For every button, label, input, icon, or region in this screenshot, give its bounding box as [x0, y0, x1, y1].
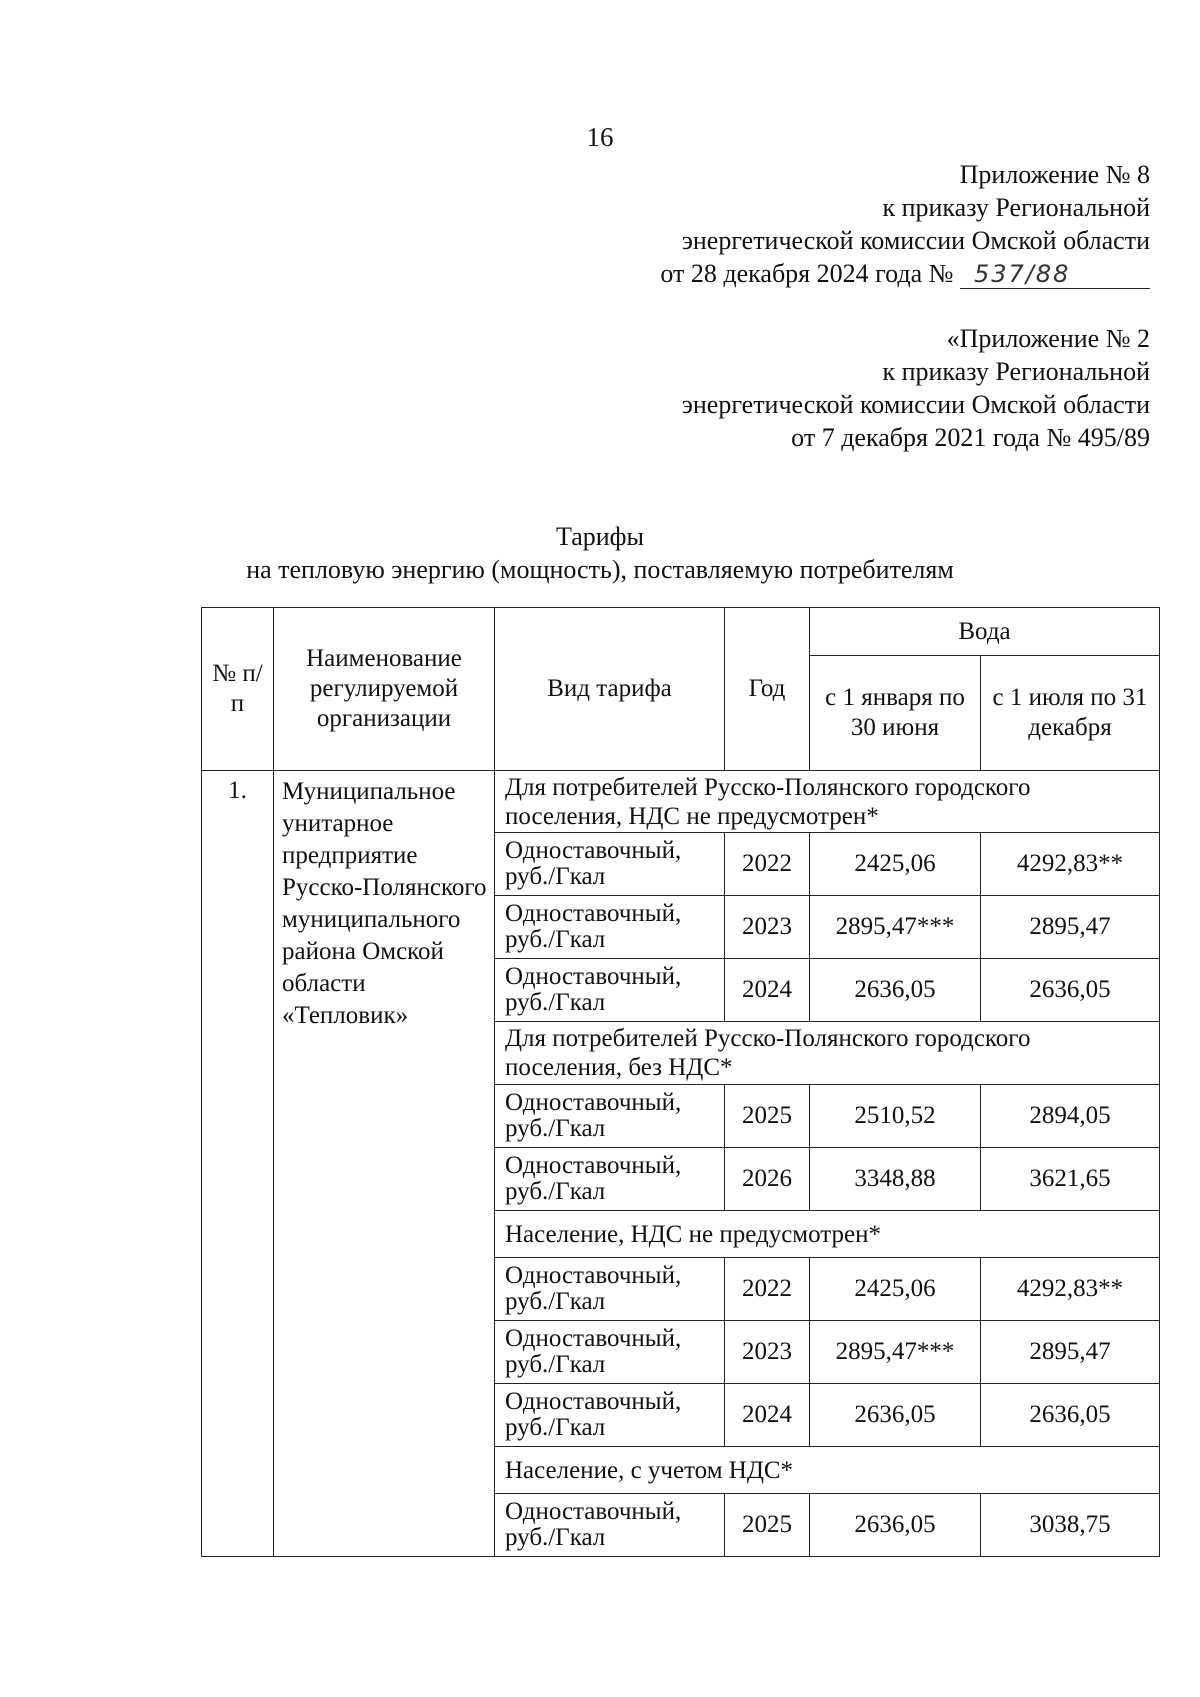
- table-header-row: [202, 608, 1160, 656]
- tariff-value-h1: 2425,06: [810, 1258, 981, 1321]
- tariff-value-h1: 2636,05: [810, 959, 981, 1022]
- tariff-year: 2024: [725, 1384, 810, 1447]
- tariff-value-h1: 2510,52: [810, 1085, 981, 1148]
- approval-line: Приложение № 8: [959, 160, 1150, 189]
- tariff-value-h1: 2895,47***: [810, 896, 981, 959]
- tariff-type: Одноставочный, руб./Гкал: [495, 833, 725, 896]
- tariff-value-h2: 2895,47: [981, 896, 1160, 959]
- tariff-year: 2025: [725, 1085, 810, 1148]
- header-tariff-type: Вид тарифа: [495, 608, 725, 771]
- approval-block-current: [660, 158, 1150, 290]
- approval-line: к приказу Региональной: [882, 193, 1150, 222]
- group-label: Для потребителей Русско-Полянского городского поселения, НДС не предусмотрен*: [495, 771, 1160, 833]
- tariff-year: 2023: [725, 1321, 810, 1384]
- group-label: Население, НДС не предусмотрен*: [495, 1211, 1160, 1258]
- header-water: Вода: [810, 608, 1160, 656]
- approval-block-previous: [682, 322, 1150, 454]
- approval-date: от 28 декабря 2024 года №: [660, 259, 954, 288]
- title-line: Тарифы: [555, 522, 644, 551]
- tariff-year: 2024: [725, 959, 810, 1022]
- tariff-value-h1: 2636,05: [810, 1384, 981, 1447]
- tariff-value-h2: 2895,47: [981, 1321, 1160, 1384]
- tariff-year: 2022: [725, 833, 810, 896]
- tariffs-table: [201, 607, 1160, 1557]
- header-organization: Наименование регулируемой организации: [274, 608, 495, 771]
- tariff-value-h1: 2636,05: [810, 1494, 981, 1557]
- title-subline: на тепловую энергию (мощность), поставляемую потребителям: [246, 555, 954, 584]
- tariff-year: 2025: [725, 1494, 810, 1557]
- approval-line: к приказу Региональной: [882, 357, 1150, 386]
- tariff-value-h2: 4292,83**: [981, 1258, 1160, 1321]
- tariff-type: Одноставочный, руб./Гкал: [495, 1384, 725, 1447]
- approval-line: энергетической комиссии Омской области: [681, 226, 1150, 255]
- group-label: Для потребителей Русско-Полянского городского поселения, без НДС*: [495, 1022, 1160, 1085]
- header-year: Год: [725, 608, 810, 771]
- header-num: № п/п: [202, 608, 274, 771]
- header-period-2: с 1 июля по 31 декабря: [981, 656, 1160, 771]
- tariff-type: Одноставочный, руб./Гкал: [495, 1494, 725, 1557]
- tariff-value-h1: 2425,06: [810, 833, 981, 896]
- approval-date-line: [660, 257, 1150, 290]
- tariff-value-h2: 2894,05: [981, 1085, 1160, 1148]
- page-number: 16: [586, 122, 614, 152]
- approval-line: энергетической комиссии Омской области: [681, 390, 1150, 419]
- tariff-value-h1: 3348,88: [810, 1148, 981, 1211]
- tariff-value-h1: 2895,47***: [810, 1321, 981, 1384]
- header-period-1: с 1 января по 30 июня: [810, 656, 981, 771]
- organization-name: Муниципальное унитарное предприятие Русско-Полянского муниципального района Омской области «Тепловик»: [274, 771, 495, 1557]
- tariff-value-h2: 2636,05: [981, 959, 1160, 1022]
- group-label: Население, с учетом НДС*: [495, 1447, 1160, 1494]
- tariff-value-h2: 3038,75: [981, 1494, 1160, 1557]
- approval-line: «Приложение № 2: [946, 324, 1150, 353]
- group-row: [202, 771, 1160, 833]
- tariff-value-h2: 4292,83**: [981, 833, 1160, 896]
- approval-line: от 7 декабря 2021 года № 495/89: [791, 423, 1150, 452]
- tariff-value-h2: 2636,05: [981, 1384, 1160, 1447]
- tariff-type: Одноставочный, руб./Гкал: [495, 1148, 725, 1211]
- tariff-type: Одноставочный, руб./Гкал: [495, 959, 725, 1022]
- tariff-year: 2026: [725, 1148, 810, 1211]
- tariff-type: Одноставочный, руб./Гкал: [495, 1085, 725, 1148]
- document-title: [0, 520, 1200, 586]
- tariff-type: Одноставочный, руб./Гкал: [495, 896, 725, 959]
- tariff-value-h2: 3621,65: [981, 1148, 1160, 1211]
- handwritten-order-number: 537/88: [960, 260, 1150, 289]
- row-index: 1.: [202, 771, 274, 1557]
- tariff-year: 2023: [725, 896, 810, 959]
- tariff-type: Одноставочный, руб./Гкал: [495, 1258, 725, 1321]
- tariff-type: Одноставочный, руб./Гкал: [495, 1321, 725, 1384]
- tariff-year: 2022: [725, 1258, 810, 1321]
